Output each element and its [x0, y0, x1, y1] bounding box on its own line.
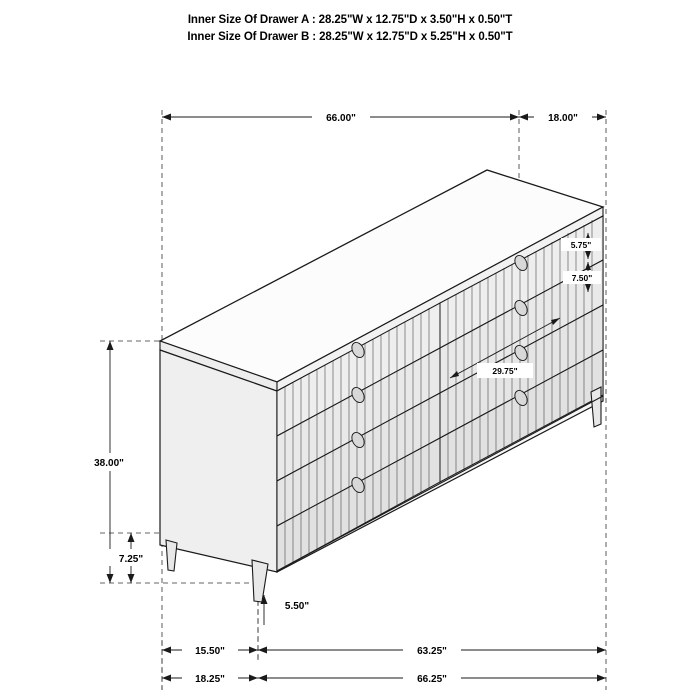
leg-rear-left — [166, 540, 177, 571]
dimension-base-depth — [162, 670, 258, 686]
label-overall-height: 38.00" — [94, 458, 124, 469]
dimension-side-depth — [162, 642, 258, 658]
dimension-overall-width — [258, 670, 606, 686]
label-drawer-bank-width: 29.75" — [492, 366, 518, 376]
dimension-top-depth — [519, 109, 606, 125]
label-drawer-height-a: 5.75" — [570, 240, 592, 250]
dimension-front-width — [258, 642, 606, 658]
leg-front-left — [252, 560, 268, 602]
label-overall-width: 66.25" — [417, 674, 447, 685]
dimension-overall-height — [80, 341, 138, 583]
dimension-top-width — [162, 109, 519, 125]
label-leg-inset: 5.50" — [284, 601, 310, 612]
label-top-width: 66.00" — [326, 113, 356, 124]
label-leg-height: 7.25" — [118, 554, 144, 565]
dresser-illustration — [160, 170, 603, 602]
label-drawer-height-b: 7.50" — [571, 273, 593, 283]
dimension-leg-inset — [261, 595, 322, 625]
label-side-depth: 15.50" — [195, 646, 225, 657]
label-top-depth: 18.00" — [548, 113, 578, 124]
leg-front-right — [591, 387, 601, 427]
label-front-width: 63.25" — [417, 646, 447, 657]
label-base-depth: 18.25" — [195, 674, 225, 685]
spec-line-drawer-a: Inner Size Of Drawer A : 28.25"W x 12.75"D x 3.50"H x 0.50"T — [187, 14, 513, 26]
spec-line-drawer-b: Inner Size Of Drawer B : 28.25"W x 12.75"D x 5.25"H x 0.50"T — [187, 31, 513, 43]
